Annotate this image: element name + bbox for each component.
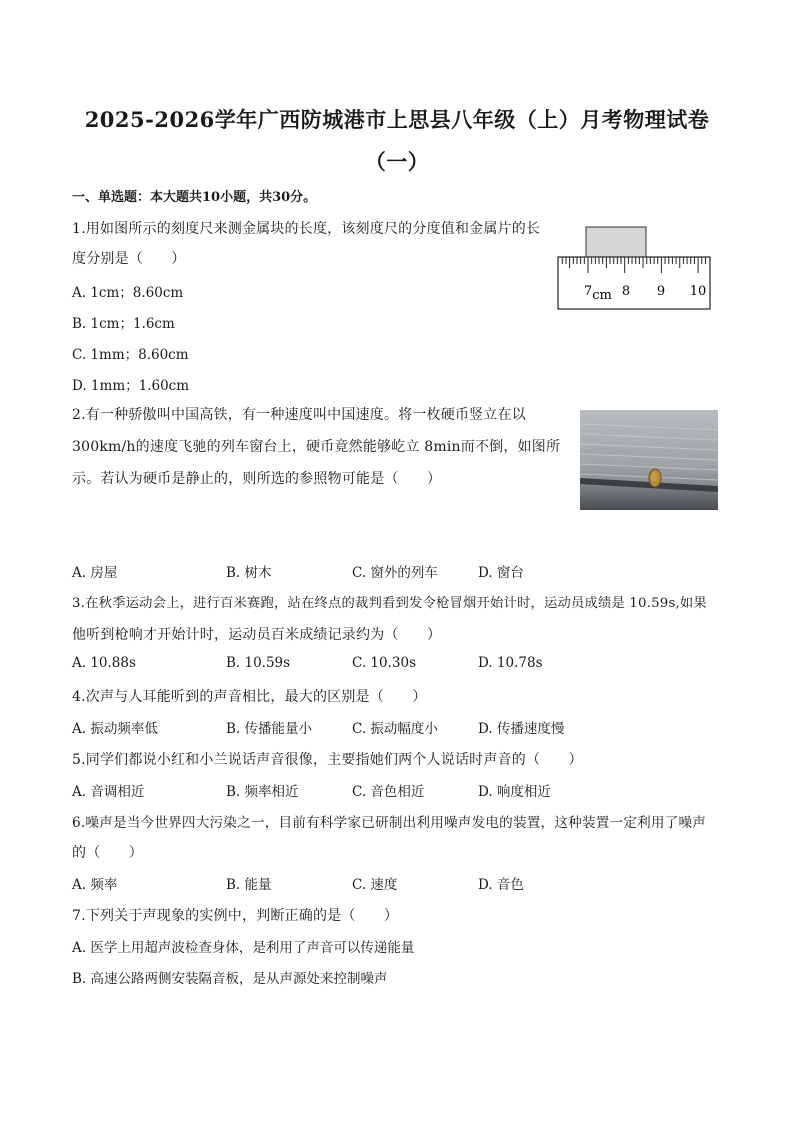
question-3-text-cont: 他听到枪响才开始计时，运动员百米成绩记录约为（ ）: [72, 627, 442, 643]
question-6-option-b: B. 能量: [226, 877, 272, 893]
question-2-text-cont: 300km/h的速度飞驰的列车窗台上，硬币竟然能够屹立 8min而不倒，如图所: [72, 439, 561, 455]
ruler-body: [558, 257, 710, 309]
question-4-option-a: A. 振动频率低: [72, 721, 158, 737]
question-6-option-c: C. 速度: [352, 877, 398, 893]
question-5-option-c: C. 音色相近: [352, 784, 425, 800]
question-6-text: 6.噪声是当今世界四大污染之一，目前有科学家已研制出利用噪声发电的装置，这种装置一定利用了噪声: [72, 815, 707, 831]
question-2-text-cont2: 示。若认为硬币是静止的，则所选的参照物可能是（ ）: [72, 471, 442, 487]
question-3-option-d: D. 10.78s: [478, 655, 543, 671]
exam-title: 2025-2026学年广西防城港市上思县八年级（上）月考物理试卷: [84, 107, 710, 132]
question-7-text: 7.下列关于声现象的实例中，判断正确的是（ ）: [72, 908, 399, 924]
question-6-option-d: D. 音色: [478, 877, 524, 893]
question-4-option-c: C. 振动幅度小: [352, 721, 438, 737]
ruler-unit: cm: [592, 288, 612, 303]
question-2-option-c: C. 窗外的列车: [352, 565, 438, 581]
question-1-option-b: B. 1cm；1.6cm: [72, 316, 175, 332]
question-6-option-a: A. 频率: [72, 877, 118, 893]
question-7-option-b: B. 高速公路两侧安装隔音板，是从声源处来控制噪声: [72, 971, 388, 987]
question-3-option-c: C. 10.30s: [352, 655, 417, 671]
question-3-option-b: B. 10.59s: [226, 655, 291, 671]
question-3-option-a: A. 10.88s: [72, 655, 136, 671]
question-1-option-d: D. 1mm；1.60cm: [72, 378, 190, 394]
ruler-number-9: 9: [656, 284, 666, 299]
question-5-text: 5.同学们都说小红和小兰说话声音很像，主要指她们两个人说话时声音的（ ）: [72, 752, 583, 768]
coin-on-windowsill-photo: [580, 410, 718, 510]
ruler-number-10: 10: [689, 284, 707, 299]
section-heading: 一、单选题：本大题共10小题，共30分。: [72, 190, 317, 205]
metal-block: [586, 227, 646, 257]
question-1-option-a: A. 1cm；8.60cm: [72, 285, 184, 301]
question-4-text: 4.次声与人耳能听到的声音相比，最大的区别是（ ）: [72, 689, 427, 705]
question-2-option-d: D. 窗台: [478, 565, 524, 581]
question-3-text: 3.在秋季运动会上，进行百米赛跑，站在终点的裁判看到发令枪冒烟开始计时，运动员成绩是 10.59s,如果: [72, 596, 707, 611]
question-1-option-c: C. 1mm；8.60cm: [72, 347, 189, 363]
ruler-figure: [556, 224, 716, 316]
exam-title-line2: （一）: [364, 149, 430, 174]
question-2-option-b: B. 树木: [226, 565, 272, 581]
question-1-text: 1.用如图所示的刻度尺来测金属块的长度，该刻度尺的分度值和金属片的长: [72, 221, 541, 237]
question-5-option-a: A. 音调相近: [72, 784, 145, 800]
question-2-text: 2.有一种骄傲叫中国高铁，有一种速度叫中国速度。将一枚硬币竖立在以: [72, 407, 526, 423]
question-4-option-b: B. 传播能量小: [226, 721, 313, 737]
question-6-text-cont: 的（ ）: [72, 845, 143, 861]
question-2-option-a: A. 房屋: [72, 565, 118, 581]
question-5-option-d: D. 响度相近: [478, 784, 551, 800]
ruler-number-8: 8: [621, 284, 631, 299]
ruler-number-7: 7: [583, 284, 593, 299]
question-7-option-a: A. 医学上用超声波检查身体，是利用了声音可以传递能量: [72, 940, 415, 956]
question-4-option-d: D. 传播速度慢: [478, 721, 565, 737]
question-5-option-b: B. 频率相近: [226, 784, 299, 800]
question-1-text-cont: 度分别是（ ）: [72, 251, 186, 267]
